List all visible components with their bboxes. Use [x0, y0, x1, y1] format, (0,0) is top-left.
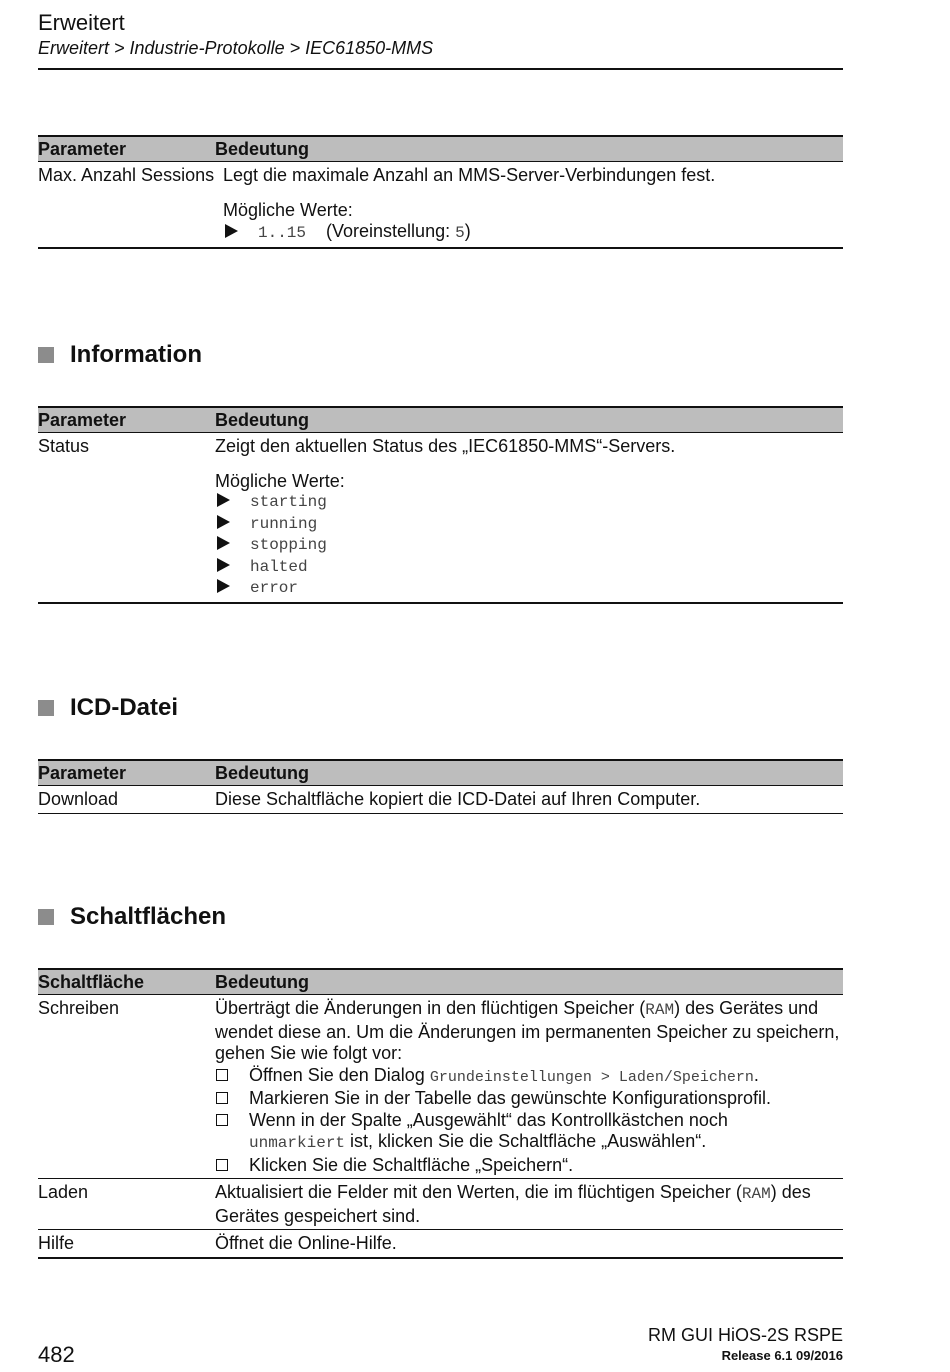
table-row — [38, 433, 843, 604]
checkbox-bullet-icon — [216, 1159, 228, 1171]
information-table — [38, 406, 843, 604]
column-header-meaning: Bedeutung — [215, 138, 309, 159]
table-row-hilfe — [38, 1230, 843, 1259]
breadcrumb: Erweitert > Industrie-Protokolle > IEC61850-MMS — [38, 38, 434, 58]
parameter-name: Status — [38, 436, 90, 456]
step-text: Markieren Sie in der Tabelle das gewünschte Konfigurationsprofil. — [249, 1088, 771, 1108]
button-description — [215, 998, 843, 1065]
triangle-bullet-icon — [217, 515, 230, 529]
parameter-description: Zeigt den aktuellen Status des „IEC61850-MMS“-Servers. — [215, 436, 676, 456]
parameter-description: Legt die maximale Anzahl an MMS-Server-Verbindungen fest. — [223, 165, 716, 185]
table-header — [38, 759, 843, 786]
section-heading-icd — [38, 694, 178, 722]
value-range: 1..15 — [258, 224, 307, 242]
triangle-bullet-icon — [217, 536, 230, 550]
list-item — [223, 221, 843, 245]
list-item — [215, 492, 843, 514]
column-header-parameter: Parameter — [38, 409, 127, 430]
list-item — [215, 1155, 843, 1177]
checkbox-bullet-icon — [216, 1069, 228, 1081]
step-text: Klicken Sie die Schaltfläche „Speichern“. — [249, 1154, 574, 1175]
ram-code: RAM — [645, 1001, 675, 1019]
square-bullet-icon — [38, 347, 54, 363]
triangle-bullet-icon — [217, 579, 230, 593]
column-header-parameter: Parameter — [38, 138, 127, 159]
status-value: running — [250, 514, 318, 533]
section-heading-information — [38, 341, 202, 369]
column-header-meaning: Bedeutung — [215, 971, 309, 992]
list-item-continuation — [215, 1131, 843, 1155]
button-name: Laden — [38, 1182, 89, 1202]
table-header — [38, 968, 843, 995]
section-title: ICD-Datei — [70, 694, 179, 721]
status-value: error — [250, 579, 299, 597]
table-row — [38, 786, 843, 814]
list-item — [215, 1065, 843, 1089]
list-item — [215, 1110, 843, 1132]
checkbox-bullet-icon — [216, 1114, 228, 1126]
description-text: Aktualisiert die Felder mit den Werten, die im flüchtigen Speicher ( — [215, 1182, 742, 1202]
column-header-meaning: Bedeutung — [215, 762, 309, 783]
list-item — [215, 578, 843, 600]
table-row-schreiben — [38, 995, 843, 1179]
step-text: Öffnen Sie den Dialog — [249, 1064, 425, 1085]
button-description — [215, 1182, 843, 1227]
square-bullet-icon — [38, 909, 54, 925]
default-suffix: ) — [464, 221, 471, 241]
possible-values-label: Mögliche Werte: — [215, 470, 345, 491]
list-item — [215, 535, 843, 557]
document-title: RM GUI HiOS-2S RSPE — [647, 1325, 843, 1345]
buttons-table — [38, 968, 843, 1259]
step-text: . — [753, 1064, 759, 1085]
button-name: Schreiben — [38, 998, 120, 1018]
section-title: Schaltflächen — [70, 903, 227, 930]
triangle-bullet-icon — [225, 224, 238, 238]
icd-table — [38, 759, 843, 814]
table-row — [38, 162, 843, 249]
square-bullet-icon — [38, 700, 54, 716]
release-info: Release 6.1 09/2016 — [721, 1348, 843, 1363]
triangle-bullet-icon — [217, 558, 230, 572]
triangle-bullet-icon — [217, 493, 230, 507]
parameter-name: Max. Anzahl Sessions — [38, 165, 215, 185]
ram-code: RAM — [741, 1185, 771, 1203]
page-title: Erweitert — [38, 10, 125, 35]
description-text: ) des Gerätes gespeichert sind. — [215, 1182, 811, 1226]
header-divider — [38, 68, 843, 70]
default-prefix: (Voreinstellung: — [326, 221, 451, 241]
column-header-button: Schaltfläche — [38, 971, 145, 992]
button-description: Öffnet die Online-Hilfe. — [215, 1233, 397, 1253]
config-table — [38, 135, 843, 249]
table-header — [38, 406, 843, 433]
step-text: Wenn in der Spalte „Ausgewählt“ das Kontrollkästchen noch — [249, 1109, 728, 1130]
column-header-meaning: Bedeutung — [215, 409, 309, 430]
description-text: Überträgt die Änderungen in den flüchtigen Speicher ( — [215, 998, 646, 1018]
section-title: Information — [70, 341, 202, 368]
default-value: 5 — [455, 224, 465, 242]
list-item — [215, 557, 843, 579]
status-value: starting — [250, 493, 327, 511]
table-row-laden — [38, 1179, 843, 1230]
table-header — [38, 135, 843, 162]
dialog-path-code: Grundeinstellungen > Laden/Speichern — [429, 1068, 754, 1086]
section-heading-buttons — [38, 903, 226, 931]
page-number: 482 — [38, 1342, 75, 1367]
list-item — [215, 1088, 843, 1110]
checkbox-bullet-icon — [216, 1092, 228, 1104]
status-value: stopping — [250, 536, 327, 554]
column-header-parameter: Parameter — [38, 762, 127, 783]
parameter-name: Download — [38, 789, 119, 809]
unmarked-code: unmarkiert — [249, 1134, 346, 1152]
possible-values-label: Mögliche Werte: — [223, 199, 353, 220]
status-value: halted — [250, 557, 308, 576]
button-name: Hilfe — [38, 1233, 75, 1253]
list-item — [215, 514, 843, 536]
parameter-description: Diese Schaltfläche kopiert die ICD-Datei auf Ihren Computer. — [215, 789, 701, 809]
step-text: ist, klicken Sie die Schaltfläche „Auswählen“. — [350, 1131, 707, 1151]
description-text: ) des Gerätes und wendet diese an. Um die Änderungen im permanenten Speicher zu speichern, gehen Sie wie folgt vor: — [215, 998, 840, 1063]
